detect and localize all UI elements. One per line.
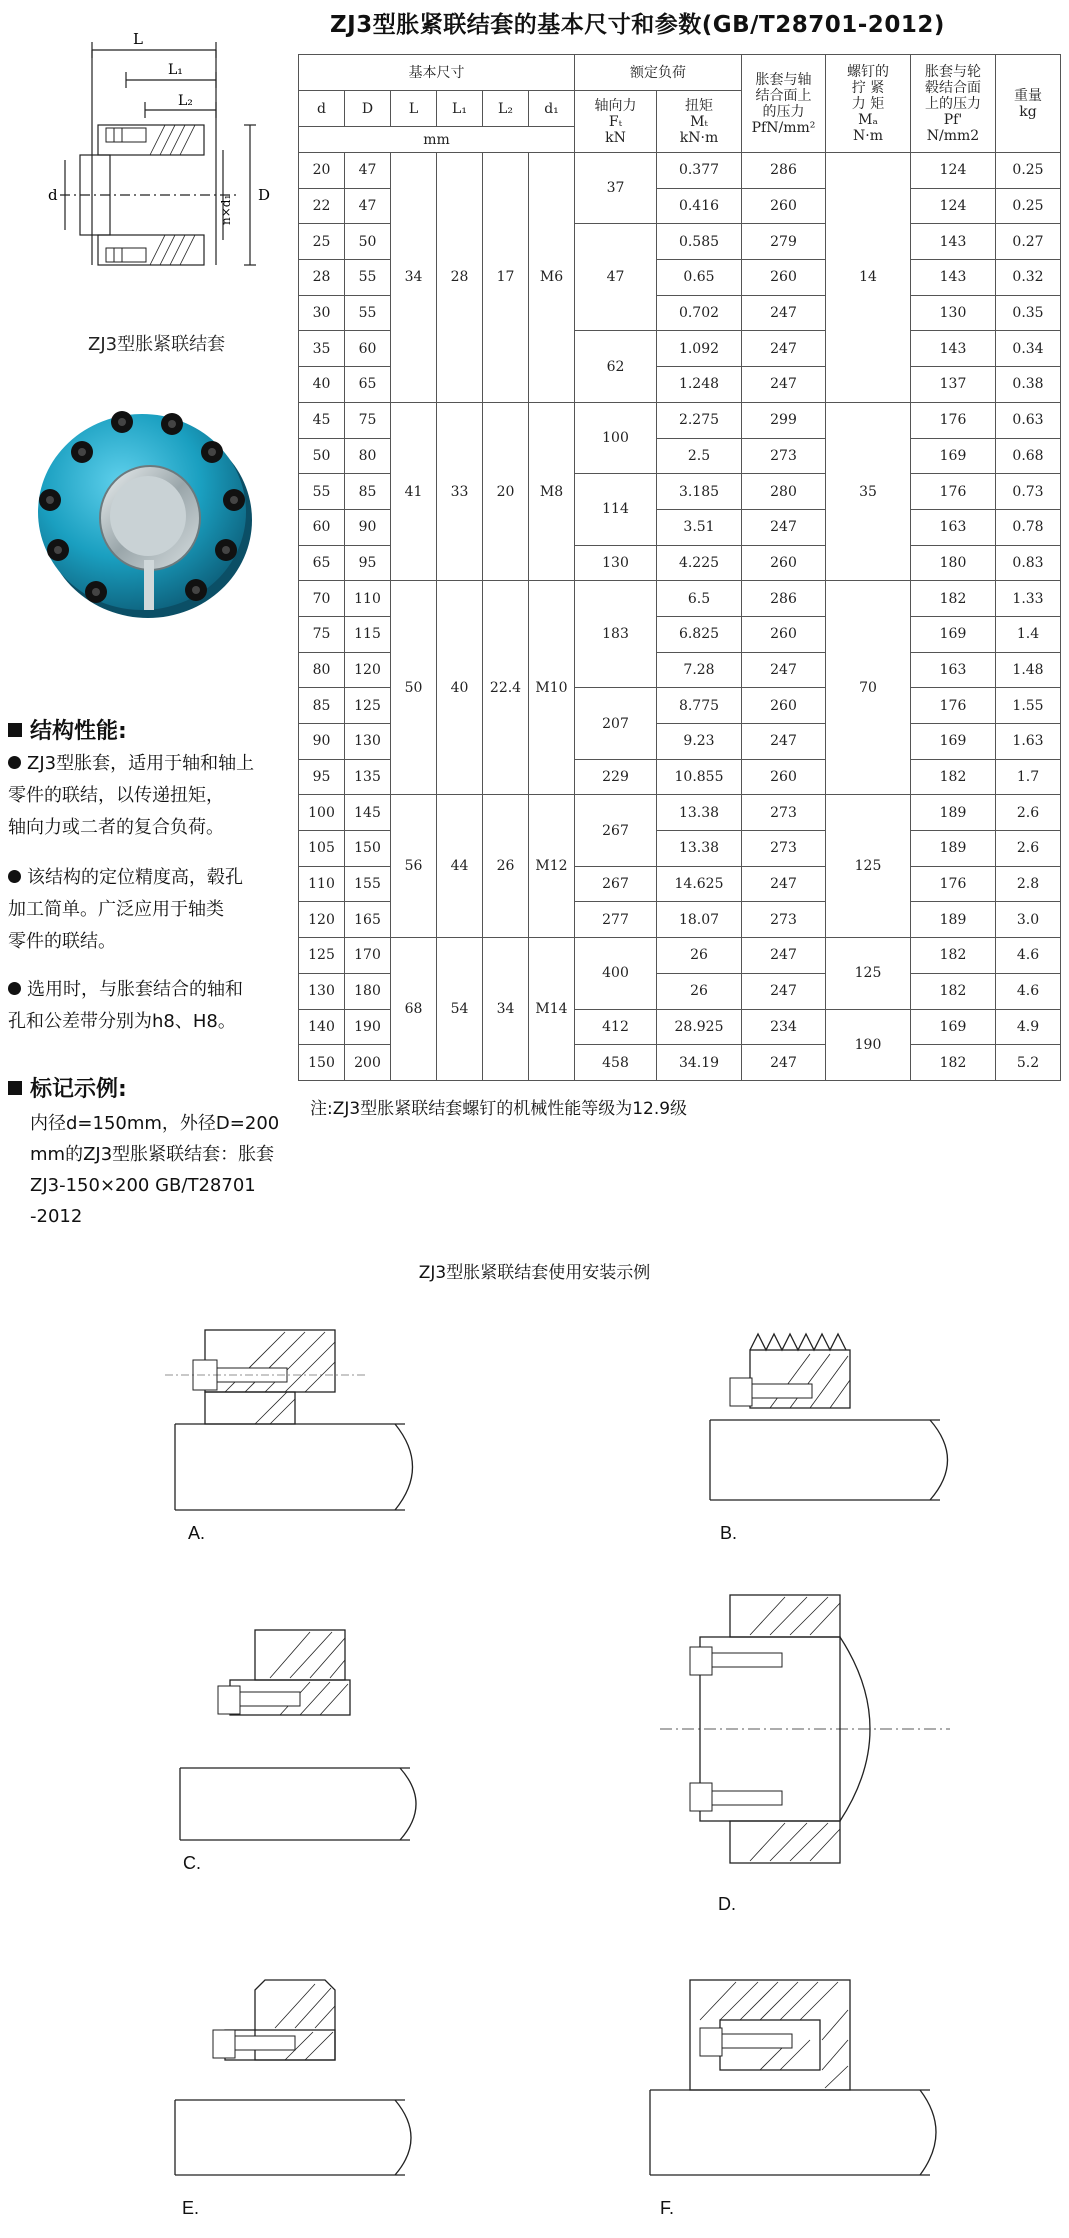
cell-pressure-hub: 176 bbox=[911, 866, 996, 902]
cell-torque: 13.38 bbox=[657, 795, 742, 831]
cell-d: 125 bbox=[299, 938, 345, 974]
cell-weight: 0.68 bbox=[996, 438, 1061, 474]
install-example-f bbox=[640, 1970, 950, 2190]
cell-L1: 44 bbox=[437, 795, 483, 938]
cell-weight: 4.9 bbox=[996, 1009, 1061, 1045]
cell-axial-force: 267 bbox=[575, 866, 657, 902]
header-basic-dims: 基本尺寸 bbox=[299, 55, 575, 91]
cell-pressure-shaft: 247 bbox=[742, 331, 826, 367]
cell-torque: 28.925 bbox=[657, 1009, 742, 1045]
cell-d: 150 bbox=[299, 1045, 345, 1081]
cell-d: 35 bbox=[299, 331, 345, 367]
cell-pressure-shaft: 247 bbox=[742, 509, 826, 545]
cell-D: 80 bbox=[345, 438, 391, 474]
cell-weight: 1.55 bbox=[996, 688, 1061, 724]
header-d1: d₁ bbox=[529, 91, 575, 127]
cell-L: 68 bbox=[391, 938, 437, 1081]
install-label-c: C. bbox=[183, 1853, 201, 1873]
header-D: D bbox=[345, 91, 391, 127]
cell-weight: 0.35 bbox=[996, 295, 1061, 331]
cell-pressure-hub: 182 bbox=[911, 581, 996, 617]
cell-D: 47 bbox=[345, 153, 391, 189]
cell-pressure-hub: 189 bbox=[911, 902, 996, 938]
cell-pressure-shaft: 273 bbox=[742, 438, 826, 474]
structure-heading: 结构性能: bbox=[8, 714, 127, 745]
header-unit-mm: mm bbox=[299, 127, 575, 153]
cell-axial-force: 412 bbox=[575, 1009, 657, 1045]
cell-pressure-hub: 124 bbox=[911, 153, 996, 189]
cell-torque: 3.185 bbox=[657, 474, 742, 510]
spec-table-body bbox=[299, 153, 1061, 1081]
cell-axial-force: 207 bbox=[575, 688, 657, 759]
cross-section-drawing bbox=[40, 10, 280, 310]
cell-weight: 1.33 bbox=[996, 581, 1061, 617]
cell-D: 130 bbox=[345, 724, 391, 760]
cell-torque: 0.377 bbox=[657, 153, 742, 189]
cell-d: 40 bbox=[299, 367, 345, 403]
cell-axial-force: 267 bbox=[575, 795, 657, 866]
cell-torque: 7.28 bbox=[657, 652, 742, 688]
cell-torque: 18.07 bbox=[657, 902, 742, 938]
cell-d: 50 bbox=[299, 438, 345, 474]
cell-weight: 2.8 bbox=[996, 866, 1061, 902]
cell-pressure-shaft: 273 bbox=[742, 831, 826, 867]
cell-axial-force: 62 bbox=[575, 331, 657, 402]
cell-L1: 28 bbox=[437, 153, 483, 403]
install-example-d bbox=[640, 1585, 970, 1885]
cell-pressure-shaft: 273 bbox=[742, 795, 826, 831]
cell-d: 25 bbox=[299, 224, 345, 260]
header-weight: 重量 kg bbox=[996, 55, 1061, 153]
cell-weight: 1.48 bbox=[996, 652, 1061, 688]
cell-weight: 0.34 bbox=[996, 331, 1061, 367]
cell-d1: M10 bbox=[529, 581, 575, 795]
cell-d: 20 bbox=[299, 153, 345, 189]
cell-pressure-shaft: 260 bbox=[742, 616, 826, 652]
cell-pressure-shaft: 280 bbox=[742, 474, 826, 510]
cell-pressure-hub: 163 bbox=[911, 652, 996, 688]
cell-torque: 6.825 bbox=[657, 616, 742, 652]
cell-D: 65 bbox=[345, 367, 391, 403]
cell-d: 60 bbox=[299, 509, 345, 545]
install-example-b bbox=[700, 1320, 960, 1520]
cell-D: 115 bbox=[345, 616, 391, 652]
cell-pressure-hub: 143 bbox=[911, 260, 996, 296]
dim-nxd1: n×d₁ bbox=[219, 194, 233, 225]
cell-d: 85 bbox=[299, 688, 345, 724]
feature-1: ZJ3型胀套，适用于轴和轴上 零件的联结，以传递扭矩， 轴向力或二者的复合负荷。 bbox=[8, 753, 255, 838]
cell-D: 90 bbox=[345, 509, 391, 545]
cell-torque: 14.625 bbox=[657, 866, 742, 902]
cell-pressure-shaft: 247 bbox=[742, 295, 826, 331]
cell-pressure-shaft: 260 bbox=[742, 260, 826, 296]
cell-pressure-hub: 163 bbox=[911, 509, 996, 545]
cell-torque: 0.65 bbox=[657, 260, 742, 296]
cell-d: 28 bbox=[299, 260, 345, 296]
cell-weight: 0.25 bbox=[996, 153, 1061, 189]
cell-axial-force: 458 bbox=[575, 1045, 657, 1081]
install-label-f: F. bbox=[660, 2198, 675, 2218]
header-d: d bbox=[299, 91, 345, 127]
cell-pressure-shaft: 247 bbox=[742, 724, 826, 760]
cell-screw-torque: 35 bbox=[826, 402, 911, 580]
install-label-b: B. bbox=[720, 1523, 738, 1543]
cell-weight: 0.38 bbox=[996, 367, 1061, 403]
cell-D: 50 bbox=[345, 224, 391, 260]
table-row bbox=[299, 938, 1061, 974]
table-row bbox=[299, 402, 1061, 438]
table-note: 注:ZJ3型胀紧联结套螺钉的机械性能等级为12.9级 bbox=[310, 1099, 688, 1119]
cell-D: 95 bbox=[345, 545, 391, 581]
cell-torque: 10.855 bbox=[657, 759, 742, 795]
cell-d: 75 bbox=[299, 616, 345, 652]
feature-3: 选用时，与胀套结合的轴和 孔和公差带分别为h8、H8。 bbox=[8, 979, 243, 1032]
cell-weight: 0.78 bbox=[996, 509, 1061, 545]
cell-torque: 2.275 bbox=[657, 402, 742, 438]
cell-D: 165 bbox=[345, 902, 391, 938]
cell-axial-force: 47 bbox=[575, 224, 657, 331]
cell-screw-torque: 125 bbox=[826, 795, 911, 938]
cell-weight: 0.63 bbox=[996, 402, 1061, 438]
cell-D: 47 bbox=[345, 188, 391, 224]
cell-torque: 2.5 bbox=[657, 438, 742, 474]
cell-torque: 13.38 bbox=[657, 831, 742, 867]
cell-L2: 20 bbox=[483, 402, 529, 580]
cell-d: 80 bbox=[299, 652, 345, 688]
cell-screw-torque: 14 bbox=[826, 153, 911, 403]
cell-d1: M6 bbox=[529, 153, 575, 403]
drawing-caption: ZJ3型胀紧联结套 bbox=[88, 334, 226, 355]
cell-d: 100 bbox=[299, 795, 345, 831]
cell-weight: 0.25 bbox=[996, 188, 1061, 224]
cell-axial-force: 277 bbox=[575, 902, 657, 938]
cell-weight: 1.7 bbox=[996, 759, 1061, 795]
cell-D: 120 bbox=[345, 652, 391, 688]
cell-pressure-hub: 176 bbox=[911, 402, 996, 438]
cell-D: 125 bbox=[345, 688, 391, 724]
cell-pressure-hub: 182 bbox=[911, 938, 996, 974]
table-row bbox=[299, 153, 1061, 189]
cell-pressure-hub: 169 bbox=[911, 438, 996, 474]
cell-pressure-shaft: 286 bbox=[742, 153, 826, 189]
cell-pressure-shaft: 260 bbox=[742, 545, 826, 581]
cell-D: 110 bbox=[345, 581, 391, 617]
cell-pressure-shaft: 247 bbox=[742, 652, 826, 688]
cell-pressure-shaft: 247 bbox=[742, 938, 826, 974]
cell-D: 180 bbox=[345, 973, 391, 1009]
cell-L2: 34 bbox=[483, 938, 529, 1081]
cell-D: 190 bbox=[345, 1009, 391, 1045]
cell-L2: 22.4 bbox=[483, 581, 529, 795]
cell-axial-force: 400 bbox=[575, 938, 657, 1009]
cell-weight: 0.32 bbox=[996, 260, 1061, 296]
marking-heading: 标记示例: bbox=[8, 1072, 127, 1103]
cell-D: 75 bbox=[345, 402, 391, 438]
cell-L2: 17 bbox=[483, 153, 529, 403]
cell-L1: 54 bbox=[437, 938, 483, 1081]
cell-weight: 1.63 bbox=[996, 724, 1061, 760]
cell-torque: 0.585 bbox=[657, 224, 742, 260]
cell-D: 170 bbox=[345, 938, 391, 974]
header-pressure-hub: 胀套与轮 毂结合面 上的压力 Pf' N/mm2 bbox=[911, 55, 996, 153]
cell-d: 110 bbox=[299, 866, 345, 902]
cell-weight: 0.27 bbox=[996, 224, 1061, 260]
cell-pressure-hub: 124 bbox=[911, 188, 996, 224]
table-row bbox=[299, 795, 1061, 831]
cell-weight: 0.83 bbox=[996, 545, 1061, 581]
cell-pressure-hub: 182 bbox=[911, 1045, 996, 1081]
cell-pressure-hub: 130 bbox=[911, 295, 996, 331]
cell-pressure-shaft: 260 bbox=[742, 688, 826, 724]
dim-L1: L₁ bbox=[168, 62, 183, 78]
cell-pressure-hub: 176 bbox=[911, 688, 996, 724]
cell-axial-force: 37 bbox=[575, 153, 657, 224]
cell-pressure-hub: 180 bbox=[911, 545, 996, 581]
cell-d: 95 bbox=[299, 759, 345, 795]
install-label-a: A. bbox=[188, 1523, 206, 1543]
cell-D: 85 bbox=[345, 474, 391, 510]
cell-D: 60 bbox=[345, 331, 391, 367]
cell-torque: 1.248 bbox=[657, 367, 742, 403]
cell-torque: 1.092 bbox=[657, 331, 742, 367]
cell-weight: 2.6 bbox=[996, 795, 1061, 831]
cell-pressure-hub: 169 bbox=[911, 1009, 996, 1045]
header-torque: 扭矩 Mₜ kN·m bbox=[657, 91, 742, 153]
cell-pressure-hub: 182 bbox=[911, 759, 996, 795]
feature-2: 该结构的定位精度高，毂孔 加工简单。广泛应用于轴类 零件的联结。 bbox=[8, 867, 243, 952]
cell-torque: 34.19 bbox=[657, 1045, 742, 1081]
cell-pressure-shaft: 247 bbox=[742, 973, 826, 1009]
cell-screw-torque: 125 bbox=[826, 938, 911, 1009]
cell-pressure-shaft: 260 bbox=[742, 759, 826, 795]
cell-pressure-hub: 169 bbox=[911, 724, 996, 760]
cell-pressure-hub: 143 bbox=[911, 224, 996, 260]
header-pressure-shaft: 胀套与轴 结合面上 的压力 PfN/mm² bbox=[742, 55, 826, 153]
dim-L: L bbox=[133, 30, 143, 48]
cell-torque: 0.416 bbox=[657, 188, 742, 224]
cell-pressure-hub: 169 bbox=[911, 616, 996, 652]
cell-pressure-shaft: 273 bbox=[742, 902, 826, 938]
product-photo bbox=[30, 400, 260, 630]
spec-table bbox=[298, 54, 1061, 1081]
cell-d: 55 bbox=[299, 474, 345, 510]
cell-weight: 1.4 bbox=[996, 616, 1061, 652]
cell-d: 140 bbox=[299, 1009, 345, 1045]
header-L: L bbox=[391, 91, 437, 127]
cell-L: 56 bbox=[391, 795, 437, 938]
dim-d: d bbox=[48, 186, 58, 204]
cell-L: 50 bbox=[391, 581, 437, 795]
cell-screw-torque: 70 bbox=[826, 581, 911, 795]
cell-torque: 3.51 bbox=[657, 509, 742, 545]
cell-d: 22 bbox=[299, 188, 345, 224]
cell-torque: 26 bbox=[657, 938, 742, 974]
install-label-d: D. bbox=[718, 1894, 736, 1914]
cell-d: 130 bbox=[299, 973, 345, 1009]
cell-d: 90 bbox=[299, 724, 345, 760]
cell-L1: 40 bbox=[437, 581, 483, 795]
square-bullet-icon bbox=[8, 723, 22, 737]
cell-pressure-shaft: 286 bbox=[742, 581, 826, 617]
cell-weight: 0.73 bbox=[996, 474, 1061, 510]
cell-d: 120 bbox=[299, 902, 345, 938]
install-label-e: E. bbox=[182, 2198, 200, 2218]
cell-d: 70 bbox=[299, 581, 345, 617]
cell-axial-force: 229 bbox=[575, 759, 657, 795]
cell-pressure-hub: 189 bbox=[911, 831, 996, 867]
cell-torque: 26 bbox=[657, 973, 742, 1009]
cell-pressure-shaft: 247 bbox=[742, 1045, 826, 1081]
cell-axial-force: 100 bbox=[575, 402, 657, 473]
cell-pressure-shaft: 299 bbox=[742, 402, 826, 438]
table-title: ZJ3型胀紧联结套的基本尺寸和参数(GB/T28701-2012) bbox=[330, 12, 945, 38]
cell-weight: 4.6 bbox=[996, 938, 1061, 974]
cell-d: 45 bbox=[299, 402, 345, 438]
cell-D: 145 bbox=[345, 795, 391, 831]
cell-torque: 6.5 bbox=[657, 581, 742, 617]
square-bullet-icon bbox=[8, 1081, 22, 1095]
cell-pressure-hub: 189 bbox=[911, 795, 996, 831]
cell-torque: 4.225 bbox=[657, 545, 742, 581]
cell-L: 41 bbox=[391, 402, 437, 580]
cell-pressure-shaft: 279 bbox=[742, 224, 826, 260]
cell-screw-torque: 190 bbox=[826, 1009, 911, 1080]
cell-weight: 3.0 bbox=[996, 902, 1061, 938]
cell-L1: 33 bbox=[437, 402, 483, 580]
install-example-e bbox=[165, 1970, 425, 2190]
header-L2: L₂ bbox=[483, 91, 529, 127]
cell-D: 55 bbox=[345, 260, 391, 296]
cell-D: 150 bbox=[345, 831, 391, 867]
cell-D: 135 bbox=[345, 759, 391, 795]
cell-d: 30 bbox=[299, 295, 345, 331]
cell-torque: 9.23 bbox=[657, 724, 742, 760]
cell-pressure-hub: 182 bbox=[911, 973, 996, 1009]
cell-pressure-shaft: 247 bbox=[742, 367, 826, 403]
cell-L2: 26 bbox=[483, 795, 529, 938]
cell-torque: 0.702 bbox=[657, 295, 742, 331]
header-rated-load: 额定负荷 bbox=[575, 55, 742, 91]
cell-pressure-shaft: 247 bbox=[742, 866, 826, 902]
cell-d1: M8 bbox=[529, 402, 575, 580]
table-row bbox=[299, 581, 1061, 617]
cell-d: 65 bbox=[299, 545, 345, 581]
dim-L2: L₂ bbox=[178, 93, 193, 109]
cell-pressure-shaft: 260 bbox=[742, 188, 826, 224]
cell-pressure-shaft: 234 bbox=[742, 1009, 826, 1045]
header-L1: L₁ bbox=[437, 91, 483, 127]
cell-axial-force: 114 bbox=[575, 474, 657, 545]
cell-d: 105 bbox=[299, 831, 345, 867]
install-example-c bbox=[170, 1620, 430, 1850]
install-title: ZJ3型胀紧联结套使用安装示例 bbox=[418, 1263, 651, 1283]
cell-weight: 5.2 bbox=[996, 1045, 1061, 1081]
cell-D: 155 bbox=[345, 866, 391, 902]
install-example-a bbox=[165, 1320, 425, 1520]
marking-example: 内径d=150mm，外径D=200 mm的ZJ3型胀紧联结套：胀套 ZJ3-150×200 GB/T28701 -2012 bbox=[30, 1113, 280, 1227]
header-screw-torque: 螺钉的 拧 紧 力 矩 Mₐ N·m bbox=[826, 55, 911, 153]
cell-d1: M12 bbox=[529, 795, 575, 938]
cell-pressure-hub: 137 bbox=[911, 367, 996, 403]
bullet-icon bbox=[8, 870, 21, 883]
cell-weight: 4.6 bbox=[996, 973, 1061, 1009]
dim-D: D bbox=[258, 186, 271, 204]
bullet-icon bbox=[8, 756, 21, 769]
cell-axial-force: 130 bbox=[575, 545, 657, 581]
header-axial-force: 轴向力 Fₜ kN bbox=[575, 91, 657, 153]
cell-L: 34 bbox=[391, 153, 437, 403]
cell-torque: 8.775 bbox=[657, 688, 742, 724]
bullet-icon bbox=[8, 982, 21, 995]
cell-weight: 2.6 bbox=[996, 831, 1061, 867]
cell-pressure-hub: 176 bbox=[911, 474, 996, 510]
cell-D: 200 bbox=[345, 1045, 391, 1081]
cell-d1: M14 bbox=[529, 938, 575, 1081]
cell-pressure-hub: 143 bbox=[911, 331, 996, 367]
cell-axial-force: 183 bbox=[575, 581, 657, 688]
cell-D: 55 bbox=[345, 295, 391, 331]
